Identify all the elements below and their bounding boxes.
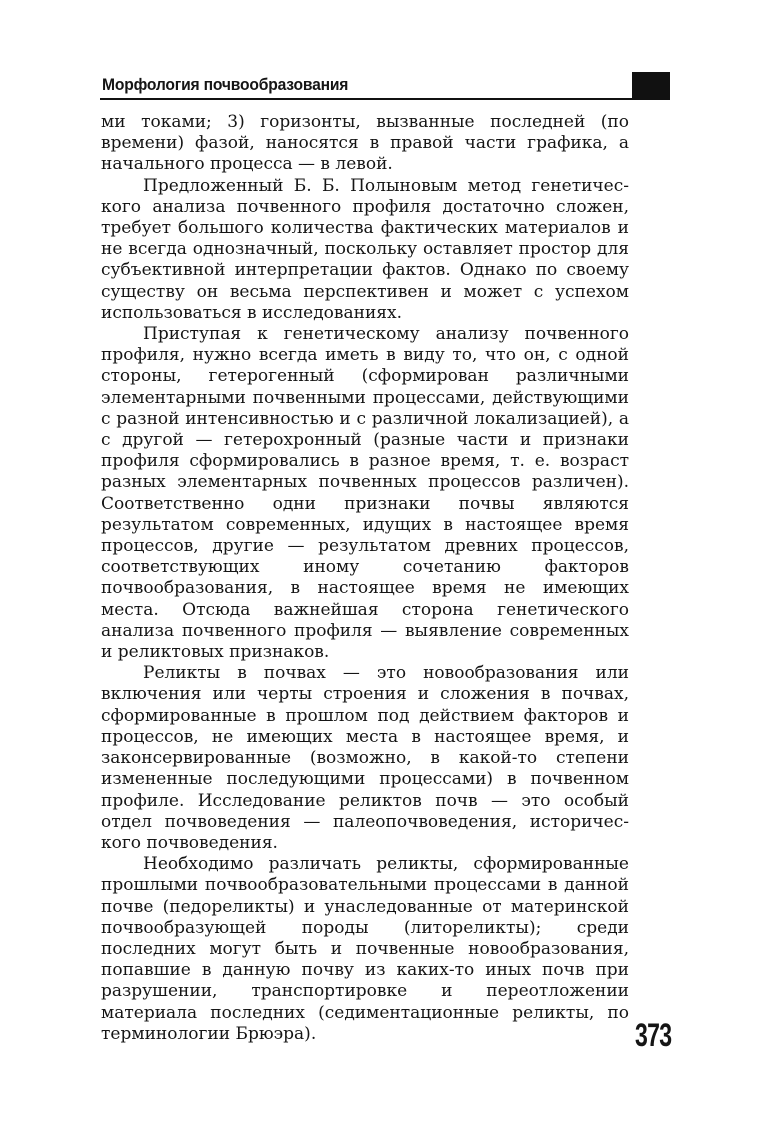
paragraph-3: Приступая к генетическому анализу почвенного профиля, нужно всегда иметь в виду то, что он, с одной стороны, гетерогенный (сформирован различными элементарными почвенными процессами, действующими с разной интенсивностью и с различной локализацией), а с другой — гетерохронный (разные части и признаки профиля сформировались в разное время, т. е. возраст разных элементарных почвенных процессов различен). Соответственно одни признаки почвы являются результатом современных, идущих в настоящее время процессов, другие — результатом древних процессов, соответствующих иному сочетанию факторов почвообразования, в настоящее время не имеющих места. Отсюда важнейшая сторона генетического анализа почвенного профиля — выявление современных и реликтовых признаков. — [101, 324, 629, 663]
body-text — [101, 112, 629, 1045]
paragraph-2: Предложенный Б. Б. Полыновым метод генетического анализа почвенного профиля достаточно сложен, требует большого количества фактических материалов и не всегда однозначный, поскольку оставляет простор для субъективной интерпретации фактов. Однако по своему существу он весьма перспективен и может с успехом использоваться в исследованиях. — [101, 175, 629, 323]
header-black-bar — [632, 72, 670, 98]
paragraph-1: ми токами; 3) горизонты, вызванные последней (по времени) фазой, наносятся в правой части графика, а начального процесса — в левой. — [101, 112, 629, 175]
running-head — [100, 72, 670, 100]
running-title: Морфология почвообразования — [102, 75, 349, 94]
paragraph-4: Реликты в почвах — это новообразования или включения или черты строения и сложения в почвах, сформированные в прошлом под действием факторов и процессов, не имеющих места в настоящее время, и законсервированные (возможно, в какой-то степени измененные последующими процессами) в почвенном профиле. Исследование реликтов почв — это особый отдел почвоведения — палеопочвоведения, исторического почвоведения. — [101, 663, 629, 853]
paragraph-5: Необходимо различать реликты, сформированные прошлыми почвообразовательными процессами в данной почве (педореликты) и унаследованные от материнской почвообразующей породы (литореликты); среди последних могут быть и почвенные новообразования, попавшие в данную почву из каких-то иных почв при разрушении, транспортировке и переотложении материала последних (седиментационные реликты, по терминологии Брюэра). — [101, 854, 629, 1044]
page-number: 373 — [635, 1017, 672, 1053]
